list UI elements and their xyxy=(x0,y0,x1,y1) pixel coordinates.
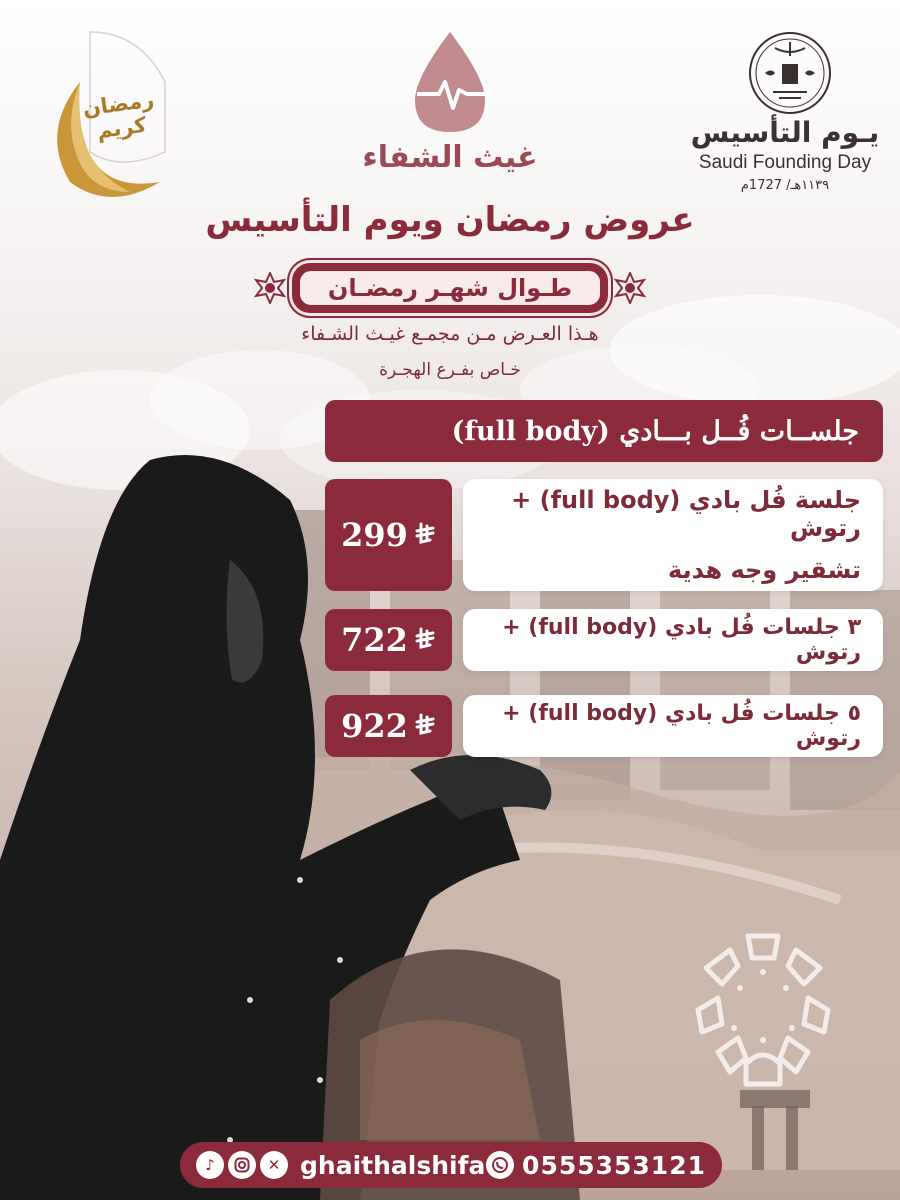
offer-3-price-badge xyxy=(325,695,452,757)
offer-2-price: 722 xyxy=(341,621,408,659)
social-handle[interactable]: ghaithalshifa xyxy=(300,1150,486,1180)
offer-2-line1: ٣ جلسات فُل بادي (full body) + رتوش xyxy=(502,615,861,665)
instagram-icon[interactable] xyxy=(228,1151,256,1179)
offer-1-line1: جلسة فُل بادي (full body) + رتوش xyxy=(511,486,861,542)
ornament-star-icon xyxy=(614,272,646,304)
offer-2-price-badge xyxy=(325,609,452,671)
section-header xyxy=(325,400,883,462)
period-pill-inner xyxy=(298,269,602,307)
offer-3-line1: ٥ جلسات فُل بادي (full body) + رتوش xyxy=(502,701,861,751)
offer-card-1-text xyxy=(463,486,861,584)
ramadan-text-line2: كريم xyxy=(95,112,148,144)
offer-1-line2: تشقير وجه هدية xyxy=(668,556,861,584)
ramadan-text-line1: رمضان xyxy=(81,87,156,121)
ornament-star-icon xyxy=(254,272,286,304)
riyal-symbol-icon xyxy=(414,522,436,548)
riyal-symbol-icon xyxy=(414,713,436,739)
tiktok-icon[interactable]: ♪ xyxy=(196,1151,224,1179)
offer-card-3 xyxy=(463,695,883,757)
ghaith-alshifa-logo-icon xyxy=(395,28,505,138)
period-pill-text: طـوال شهـر رمضـان xyxy=(327,274,573,302)
offer-1-price-badge xyxy=(325,479,452,591)
whatsapp-icon[interactable] xyxy=(486,1151,514,1179)
offer-3-price: 922 xyxy=(341,707,408,745)
heritage-pattern-icon xyxy=(688,928,838,1088)
brand-name: غيث الشفاء xyxy=(362,140,538,175)
period-pill xyxy=(292,263,608,313)
section-title: جلســات فُــل بـــادي (full body) xyxy=(451,415,859,447)
subtitle-offer-source: هـذا العـرض مـن مجمـع غيـث الشـفاء xyxy=(301,323,599,345)
phone-number[interactable]: 0555353121 xyxy=(522,1150,706,1180)
offer-1-price: 299 xyxy=(341,516,408,554)
subtitle-branch: خـاص بفـرع الهجـرة xyxy=(379,360,521,380)
instagram-glyph-icon xyxy=(234,1157,250,1173)
founding-day-date: ١١٣٩هـ/ 1727م xyxy=(740,178,830,193)
founding-day-title-en: Saudi Founding Day xyxy=(698,152,872,173)
offer-card-2 xyxy=(463,609,883,671)
whatsapp-glyph-icon xyxy=(491,1156,509,1174)
headline: عروض رمضان ويوم التأسيس xyxy=(205,200,695,240)
footer-contact-bar xyxy=(180,1142,722,1188)
founding-day-title-ar: يـوم التأسيس xyxy=(690,116,880,149)
offer-card-1 xyxy=(463,479,883,591)
x-icon[interactable]: ✕ xyxy=(260,1151,288,1179)
founding-day-emblem-icon xyxy=(745,28,835,118)
riyal-symbol-icon xyxy=(414,627,436,653)
